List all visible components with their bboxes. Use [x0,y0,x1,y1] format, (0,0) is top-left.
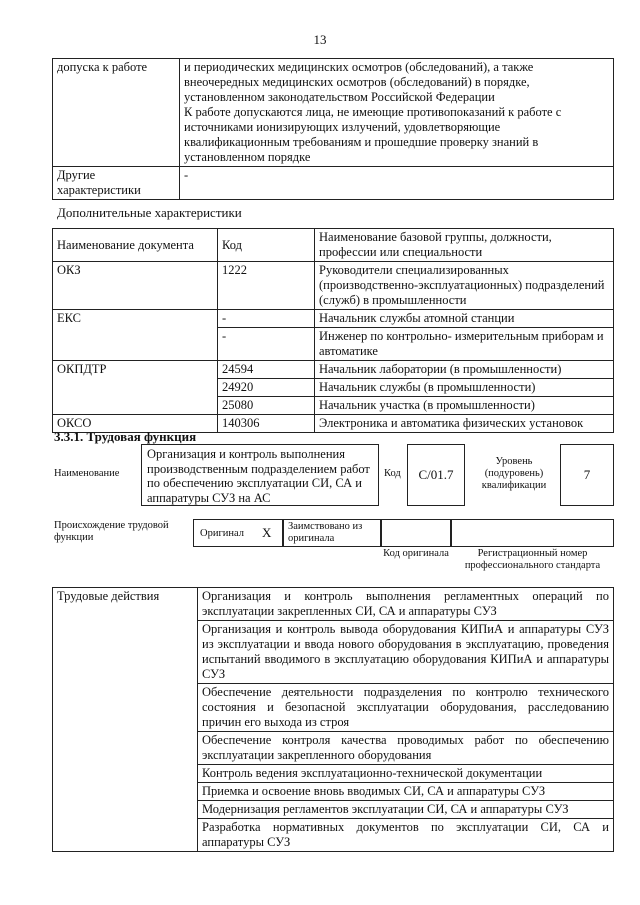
doc-cell: ОКПДТР [53,361,218,415]
action-item: Разработка нормативных документов по эксплуатации СИ, СА и аппаратуры СУЗ [198,819,614,852]
header-cell: Код [218,229,315,262]
code-label: Код [384,468,401,479]
additional-table [52,228,614,433]
table-row [53,310,614,328]
action-item: Контроль ведения эксплуатационно-технической документации [198,765,614,783]
table-row [53,167,614,200]
table-row [53,361,614,379]
text-line: и периодических медицинских осмотров (обследований), а также внеочередных медицинских осмотров (обследований) в порядке, установленном законодательством Российской Федерации [184,60,534,104]
doc-cell: ОКСО [53,415,218,433]
action-item: Модернизация регламентов эксплуатации СИ, СА и аппаратуры СУЗ [198,801,614,819]
section-title: 3.3.1. Трудовая функция [54,429,197,444]
code-caption: Код оригинала [383,548,449,559]
function-name: Организация и контроль выполнения производственным подразделением работ по обеспечению эксплуатации СИ, СА и аппаратуры СУЗ на АС [141,444,379,506]
reg-number-cell [451,519,614,547]
original-mark: X [262,525,272,540]
code-cell: 24594 [218,361,315,379]
original-cell [193,519,283,547]
additional-title: Дополнительные характеристики [57,205,242,220]
name-label: Наименование [54,468,120,479]
action-item: Приемка и освоение вновь вводимых СИ, СА и аппаратуры СУЗ [198,783,614,801]
row-label: Другие характеристики [53,167,180,200]
origin-label: Происхождение трудовой функции [54,520,169,543]
level-label: Уровень (подуровень) квалификации [481,456,547,491]
code-cell: - [218,310,315,328]
doc-cell: ЕКС [53,310,218,361]
name-cell: Начальник лаборатории (в промышленности) [315,361,614,379]
reg-caption: Регистрационный номер профессионального стандарта [464,548,601,571]
table-row [53,59,614,167]
text-line: К работе допускаются лица, не имеющие противопоказаний к работе с источниками ионизирующих излучений, удовлетворяющие квалификационным требованиям и прошедшие проверку знаний в установленном порядке [184,105,562,164]
code-cell: 25080 [218,397,315,415]
function-code: С/01.7 [407,444,465,506]
row-value: - [180,167,614,200]
code-cell: 140306 [218,415,315,433]
action-item: Организация и контроль вывода оборудования КИПиА и аппаратуры СУЗ из эксплуатации и ввода нового оборудования в эксплуатацию, проведения испытаний вводимого в эксплуатацию оборудования КИПиА и аппаратуры СУЗ [198,621,614,684]
table-header [53,229,614,262]
qualification-table [52,58,614,200]
code-cell: - [218,328,315,361]
page-number: 13 [313,32,327,47]
original-code-cell [381,519,451,547]
code-cell: 24920 [218,379,315,397]
doc-cell: ОКЗ [53,262,218,310]
level-value: 7 [560,444,614,506]
row-label: допуска к работе [53,59,180,167]
header-cell: Наименование документа [53,229,218,262]
borrowed-cell: Заимствовано из оригинала [283,519,381,547]
action-item: Обеспечение контроля качества проводимых работ по обеспечению эксплуатации закрепленного оборудования [198,732,614,765]
row-value [180,59,614,167]
name-cell: Начальник службы атомной станции [315,310,614,328]
action-item: Организация и контроль выполнения регламентных операций по эксплуатации закрепленных СИ, СА и аппаратуры СУЗ [198,588,614,621]
table-row [53,588,614,621]
table-row [53,262,614,310]
name-cell: Руководители специализированных (производственно-эксплуатационных) подразделений (служб) в промышленности [315,262,614,310]
name-cell: Начальник участка (в промышленности) [315,397,614,415]
actions-label: Трудовые действия [53,588,198,852]
name-cell: Электроника и автоматика физических установок [315,415,614,433]
original-label: Оригинал [200,528,244,539]
name-cell: Начальник службы (в промышленности) [315,379,614,397]
name-cell: Инженер по контрольно- измерительным приборам и автоматике [315,328,614,361]
action-item: Обеспечение деятельности подразделения по контролю технического состояния и безопасной эксплуатации оборудования, расследованию причин его выхода из строя [198,684,614,732]
code-cell: 1222 [218,262,315,310]
actions-table [52,587,614,852]
header-cell: Наименование базовой группы, должности, профессии или специальности [315,229,614,262]
